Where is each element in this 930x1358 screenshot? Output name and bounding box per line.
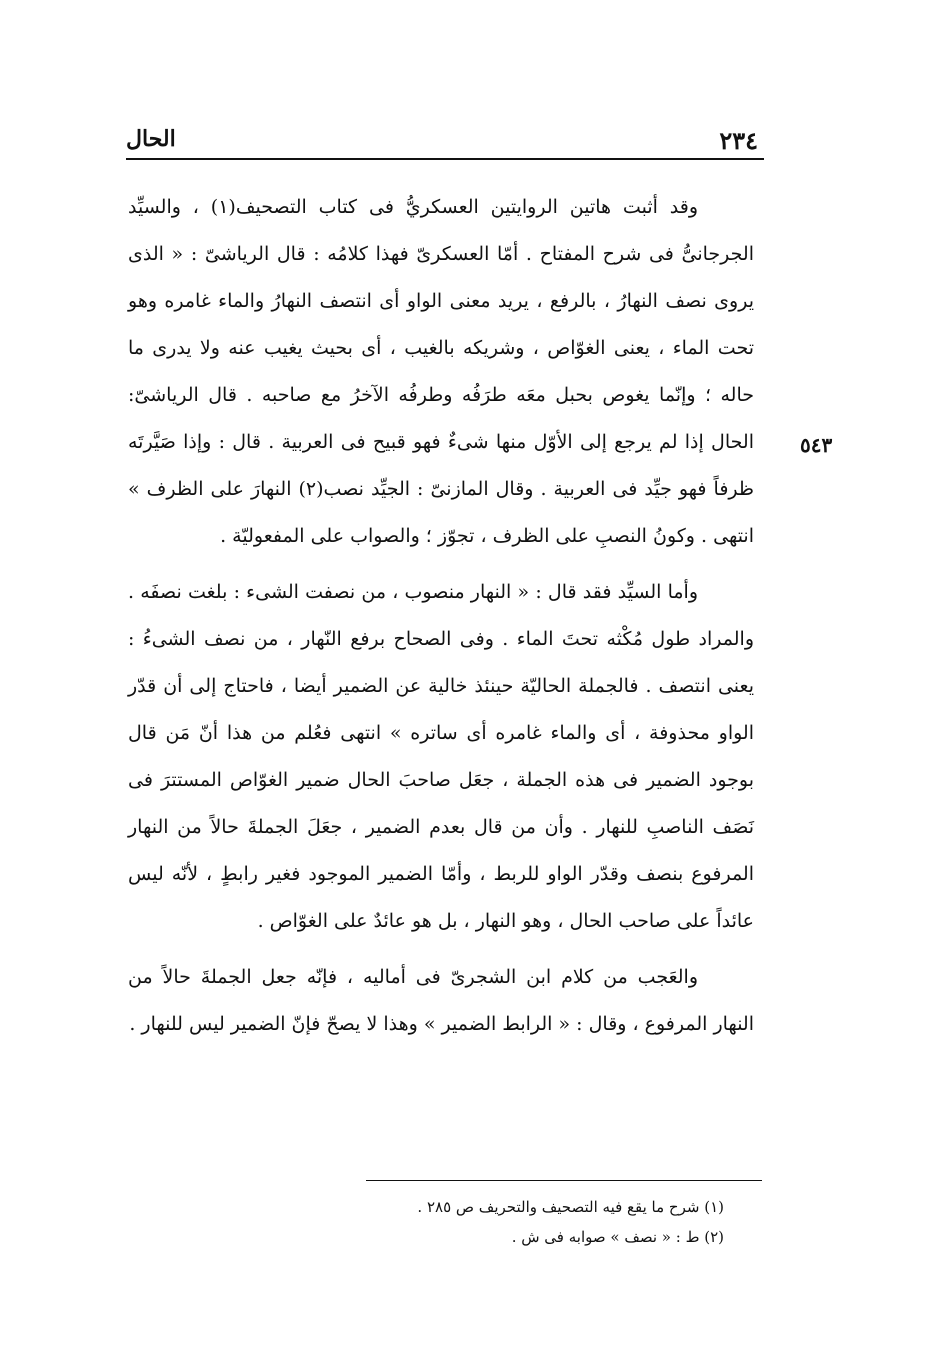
paragraph: والعَجب من كلام ابن الشجرىّ فى أماليه ، فإنّه جعل الجملةَ حالاً من النهار المرفوع ، وقال : « الرابط الضمير » وهذا لا يصحّ فإنّ الضمير ليس للنهار . (128, 966, 754, 1035)
header-rule (126, 158, 764, 160)
footnote: (٢) ط : « نصف » صوابه فى ش . (511, 1228, 724, 1246)
paragraph: وقد أثبت هاتين الروايتين العسكريُّ فى كتاب التصحيف(١) ، والسيِّد الجرجانىُّ فى شرح المفتاح . أمّا العسكرىّ فهذا كلامُه : قال الرياشىّ : « الذى يروى نصف النهارُ ، بالرفع ، يريد معنى الواو أى انتصف النهارُ والماء غامره وهو تحت الماء ، يعنى الغوّاص ، وشريكه بالغيب ، أى بحيث يغيب عنه ولا يدرى ما حاله ؛ وإنّما يغوص بحبل معَه طرَفُه وطرفُه الآخرُ مع صاحبه . قال الرياشىّ: الحال إذا لم يرجع إلى الأوّل منها شىءٌ فهو قبيح فى العربية . قال : وإذا صَيَّرتَه ظرفاً فهو جيِّد فى العربية . وقال المازنىّ : الجيِّد نصب(٢) النهارَ على الظرف » انتهى . وكونُ النصبِ على الظرف ، تجوّز ؛ والصواب على المفعوليّة . (128, 196, 755, 547)
margin-reference-number: ٥٤٣ (800, 433, 833, 457)
page-header (126, 126, 758, 158)
footnote: (١) شرح ما يقع فيه التصحيف والتحريف ص ٢٨٥ . (417, 1198, 724, 1216)
footnotes (300, 1192, 724, 1252)
page-number: ٢٣٤ (719, 126, 758, 155)
footnote-rule (366, 1180, 762, 1181)
running-title: الحال (126, 126, 176, 152)
body-text (128, 184, 754, 1048)
paragraph: وأما السيِّد فقد قال : « النهار منصوب ، من نصفت الشىء : بلغت نصفَه . والمراد طول مُكْثه تحتَ الماء . وفى الصحاح برفع النّهار ، من نصف الشىءُ : يعنى انتصف . فالجملة الحاليّة حينئذ خالية عن الضمير أيضا ، فاحتاج إلى أن قدّر الواو محذوفة ، أى والماء غامره أى ساتره » انتهى فعُلم من هذا أنّ مَن قال بوجود الضمير فى هذه الجملة ، جعَل صاحبَ الحال ضمير الغوّاص المستترَ فى نَصَف الناصبِ للنهار . وأن من قال بعدم الضمير ، جعَلَ الجملةَ حالاً من النهار المرفوع بنصف وقدّر الواو للربط ، وأمّا الضمير الموجود فغير رابطٍ ، لأنّه ليس عائداً على صاحب الحال ، وهو النهار ، بل هو عائدٌ على الغوّاص . (128, 581, 754, 932)
